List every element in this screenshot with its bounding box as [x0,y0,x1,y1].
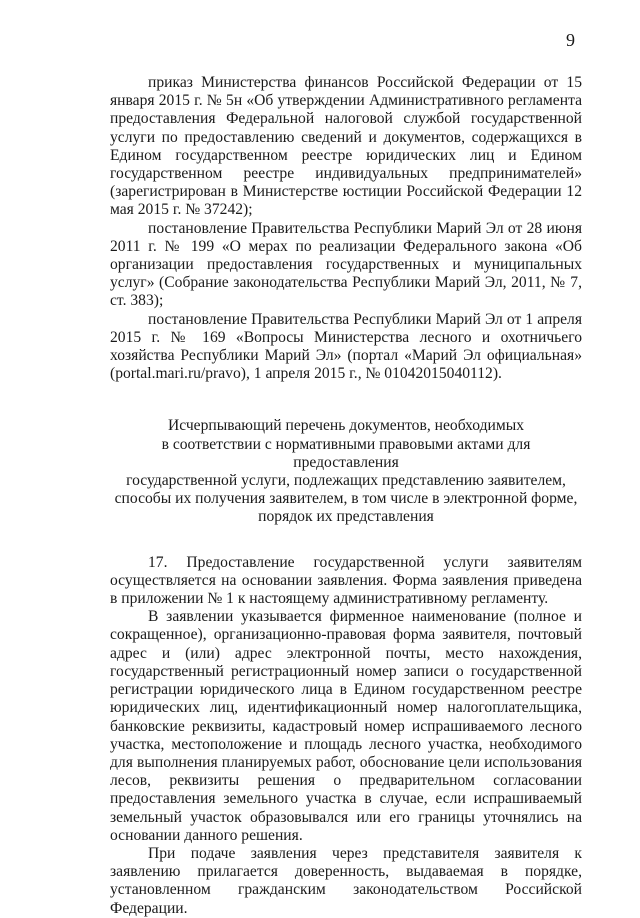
document-body [110,74,582,918]
section-heading-line: Исчерпывающий перечень документов, необходимых [167,417,525,435]
list-item: постановление Правительства Республики Марий Эл от 28 июня 2011 г. № 199 «О мерах по реализации Федерального закона «Об организации предоставления государственных и муниципальных услуг» (Собрание законодательства Республики Марий Эл, 2011, № 7, ст. 383); [110,219,582,310]
section-heading-line: способы их получения заявителем, в том числе в электронной форме, [114,490,578,508]
spacer [110,527,582,554]
body-paragraph: В заявлении указывается фирменное наименование (полное и сокращенное), организационно-правовая форма заявителя, почтовый адрес и (или) адрес электронной почты, место нахождения, государственный регистрационный номер записи о государственной регистрации юридического лица в Едином государственном реестре юридических лиц, идентификационный номер налогоплательщика, банковские реквизиты, кадастровый номер испрашиваемого лесного участка, местоположение и площадь лесного участка, необходимого для выполнения планируемых работ, обоснование цели использования лесов, реквизиты решения о предварительном согласовании предоставления земельного участка в случае, если испрашиваемый земельный участок образовывался или его границы уточнялись на основании данного решения. [110,608,582,844]
section-heading-line: порядок их представления [258,508,434,526]
body-paragraph: 17. Предоставление государственной услуги заявителям осуществляется на основании заявления. Форма заявления приведена в приложении № 1 к настоящему административному регламенту. [110,553,582,608]
list-item: постановление Правительства Республики Марий Эл от 1 апреля 2015 г. № 169 «Вопросы Министерства лесного и охотничьего хозяйства Республики Марий Эл» (портал «Марий Эл официальная» (portal.mari.ru/pravo), 1 апреля 2015 г., № 01042015040112). [110,310,582,383]
section-heading-line: в соответствии с нормативными правовыми актами для предоставления [161,435,531,471]
body-paragraph: При подаче заявления через представителя заявителя к заявлению прилагается доверенность, выдаваемая в порядке, установленном гражданским законодательством Российской Федерации. [110,844,582,917]
section-heading [110,417,582,526]
spacer [110,383,582,417]
list-item: приказ Министерства финансов Российской Федерации от 15 января 2015 г. № 5н «Об утверждении Административного регламента предоставления Федеральной налоговой службой государственной услуги по предоставлению сведений и документов, содержащихся в Едином государственном реестре юридических лиц и Едином государственном реестре индивидуальных предпринимателей» (зарегистрирован в Министерстве юстиции Российской Федерации 12 мая 2015 г. № 37242); [110,74,582,219]
section-heading-line: государственной услуги, подлежащих представлению заявителем, [126,472,566,490]
page-number: 9 [566,30,576,50]
